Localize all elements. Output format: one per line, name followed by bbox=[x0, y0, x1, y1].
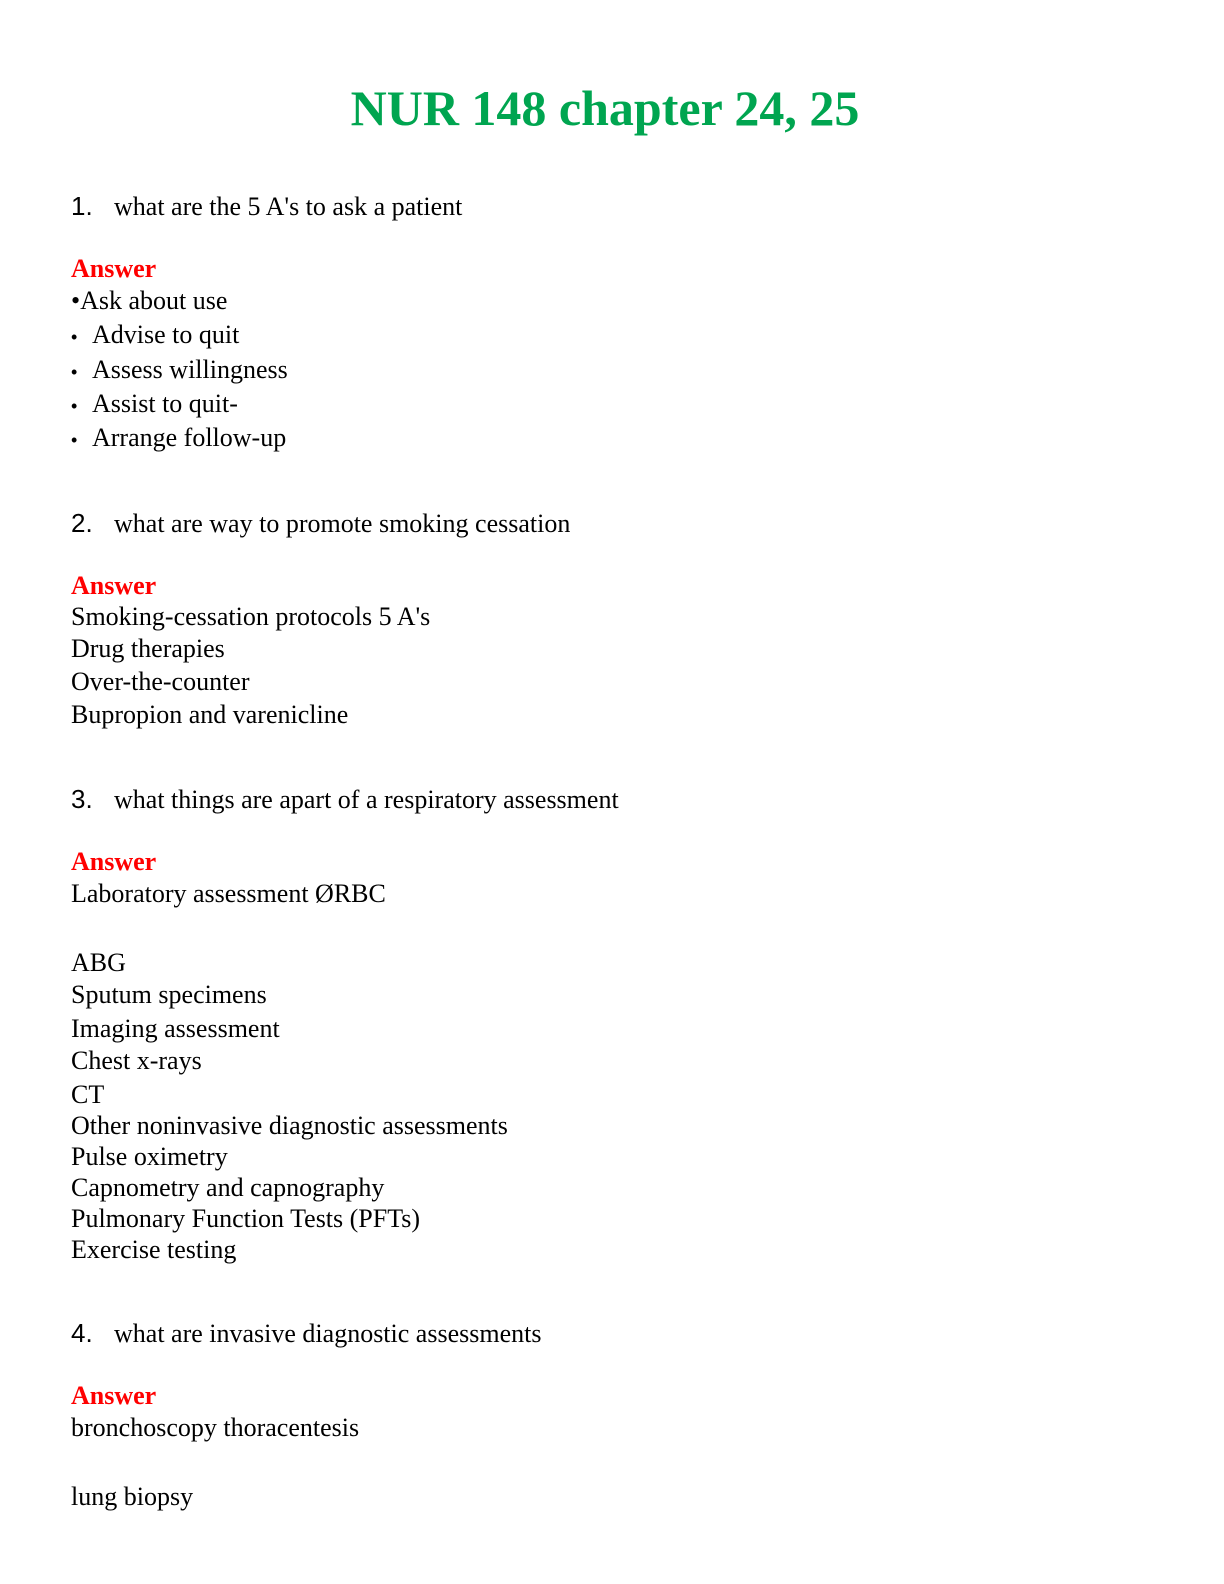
answer-line: Chest x-rays bbox=[71, 1046, 202, 1075]
answer-line: Arrange follow-up bbox=[92, 423, 287, 452]
answer-line: Advise to quit bbox=[92, 320, 240, 349]
answer-line: Smoking-cessation protocols 5 A's bbox=[71, 602, 431, 631]
answer-line: Over-the-counter bbox=[71, 667, 250, 696]
question-1 bbox=[71, 190, 462, 223]
question-text: what are the 5 A's to ask a patient bbox=[114, 192, 463, 221]
answer-label: Answer bbox=[71, 254, 157, 283]
question-text: what are invasive diagnostic assessments bbox=[114, 1319, 542, 1348]
answer-line: Sputum specimens bbox=[71, 980, 267, 1009]
answer-line: •Ask about use bbox=[71, 286, 228, 315]
answer-line: Capnometry and capnography bbox=[71, 1173, 385, 1202]
answer-line: Laboratory assessment ØRBC bbox=[71, 879, 386, 908]
answer-line: Exercise testing bbox=[71, 1235, 237, 1264]
question-2 bbox=[71, 507, 570, 540]
question-number: 4. bbox=[71, 1318, 93, 1348]
answer-line: Pulse oximetry bbox=[71, 1142, 228, 1171]
question-text: what are way to promote smoking cessation bbox=[114, 509, 571, 538]
bullet-icon: • bbox=[71, 430, 78, 450]
question-4 bbox=[71, 1317, 541, 1350]
answer-line: Assist to quit- bbox=[92, 389, 238, 418]
bullet-icon: • bbox=[71, 362, 78, 382]
answer-label: Answer bbox=[71, 1381, 157, 1410]
answer-label: Answer bbox=[71, 571, 157, 600]
answer-line: Other noninvasive diagnostic assessments bbox=[71, 1111, 508, 1140]
answer-bullet-item bbox=[71, 319, 239, 353]
question-text: what things are apart of a respiratory assessment bbox=[114, 785, 619, 814]
bullet-icon: • bbox=[71, 396, 78, 416]
question-number: 1. bbox=[71, 191, 93, 221]
question-number: 3. bbox=[71, 784, 93, 814]
answer-line: Bupropion and varenicline bbox=[71, 700, 349, 729]
answer-line: Assess willingness bbox=[92, 355, 288, 384]
answer-line: Imaging assessment bbox=[71, 1014, 280, 1043]
question-number: 2. bbox=[71, 508, 93, 538]
answer-line: bronchoscopy thoracentesis bbox=[71, 1413, 360, 1442]
answer-line: Drug therapies bbox=[71, 634, 225, 663]
answer-bullet-item bbox=[71, 388, 238, 422]
question-3 bbox=[71, 783, 619, 816]
bullet-icon: • bbox=[71, 327, 78, 347]
answer-line: CT bbox=[71, 1080, 105, 1109]
answer-bullet-item bbox=[71, 354, 288, 388]
answer-line: Pulmonary Function Tests (PFTs) bbox=[71, 1204, 421, 1233]
answer-line: ABG bbox=[71, 948, 126, 977]
page-title: NUR 148 chapter 24, 25 bbox=[350, 80, 860, 136]
answer-line: lung biopsy bbox=[71, 1482, 194, 1511]
answer-label: Answer bbox=[71, 847, 157, 876]
answer-bullet-item bbox=[71, 422, 286, 456]
